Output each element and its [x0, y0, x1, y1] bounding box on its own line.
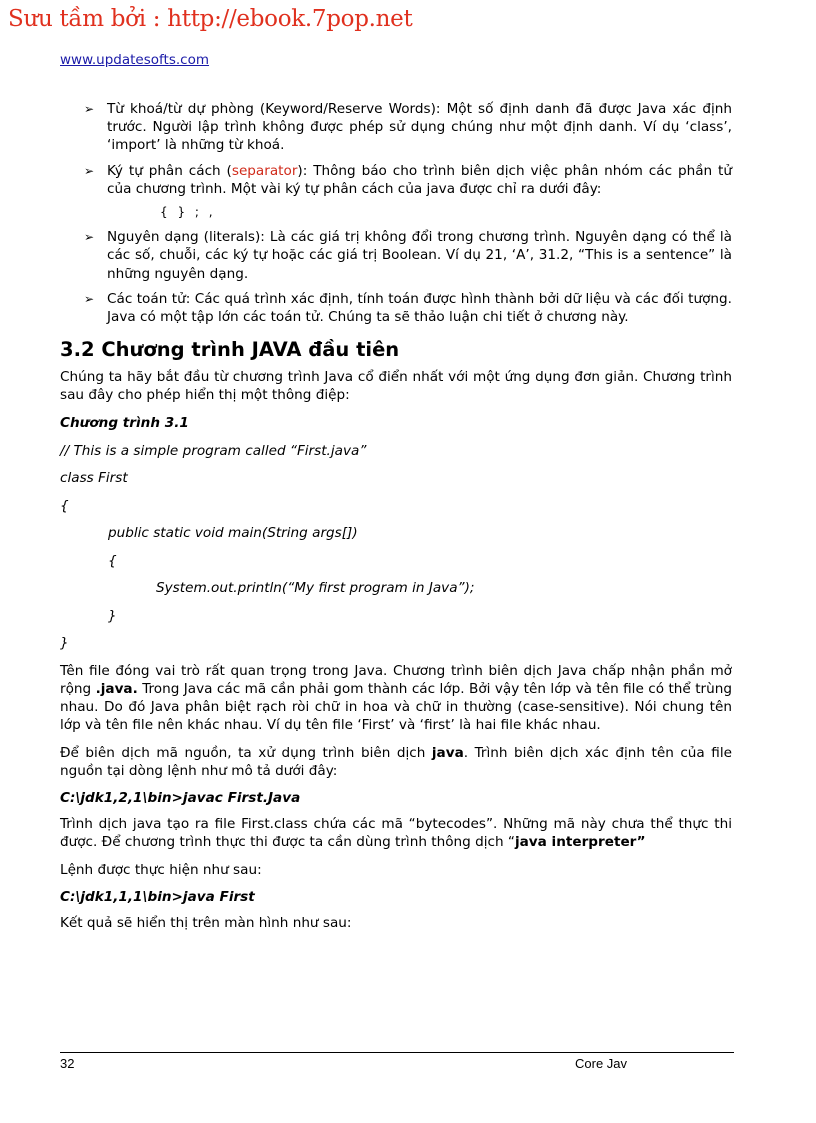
page-content: [60, 100, 732, 941]
code-line: // This is a simple program called “First.java”: [60, 442, 367, 459]
watermark-text: Sưu tầm bởi : http://ebook.7pop.net: [8, 6, 413, 32]
paragraph-run: Lệnh được thực hiện như sau:: [60, 861, 262, 878]
list-item-text: Nguyên dạng (literals): Là các giá trị không đổi trong chương trình. Nguyên dạng có thể là các số, chuỗi, các ký tự hoặc các giá trị Boolean. Ví dụ 21, ‘A’, 31.2, “This is a sentence” là những nguyên dạng.: [107, 229, 732, 282]
code-line: public static void main(String args[]): [108, 525, 358, 542]
paragraph-text: Trong Java các mã cần phải gom thành các lớp. Bởi vậy tên lớp và tên file có thể trùng nhau. Do đó Java phân biệt rạch ròi chữ in hoa và chữ in thường (case-sensitive). Nói chung tên lớp và tên file nên khác nhau. Ví dụ tên file ‘First’ và ‘first’ là hai file khác nhau.: [60, 681, 732, 734]
code-line: System.out.println(“My first program in Java”);: [156, 580, 475, 597]
paragraph-text: . Trình biên dịch xác định tên của file nguồn tại dòng lệnh như mô tả dưới đây:: [60, 744, 732, 779]
paragraph-text: Tên file đóng vai trò rất quan trọng trong Java. Chương trình biên dịch Java chấp nhận phần mở rộng: [60, 662, 732, 698]
code-line: class First: [60, 470, 128, 487]
code-block: [60, 442, 732, 662]
list-item-operators: [60, 290, 732, 326]
footer-book-title: Core Jav: [575, 1056, 628, 1071]
section-heading: 3.2 Chương trình JAVA đầu tiên: [60, 338, 400, 362]
code-line: }: [60, 635, 69, 652]
command-compile: C:\jdk1,2,1\bin>javac First.Java: [60, 790, 301, 807]
paragraph-result: Kết quả sẽ hiển thị trên màn hình như sau:: [60, 915, 352, 932]
page-number: 32: [60, 1056, 75, 1071]
bold-term: java: [431, 744, 464, 761]
term-list: [60, 100, 732, 198]
list-item-text: Từ khoá/từ dự phòng (Keyword/Reserve Words): Một số định danh đã được Java xác định trước. Người lập trình không được phép sử dụng chúng như một định danh. Ví dụ ‘class’, ‘import’ là những từ khoá.: [107, 101, 732, 154]
bold-term: java interpreter”: [514, 834, 646, 851]
paragraph-text: Trình dịch java tạo ra file First.class chứa các mã “bytecodes”. Những mã này chưa thể thực thi được. Để chương trình thực thi được ta cần dùng trình thông dịch “: [60, 816, 732, 851]
arrow-bullet-icon: ➢: [84, 102, 95, 116]
list-item-text: Các toán tử: Các quá trình xác định, tính toán được hình thành bởi dữ liệu và các đối tượng. Java có một tập lớn các toán tử. Chúng ta sẽ thảo luận chi tiết ở chương này.: [107, 290, 732, 326]
code-line: {: [108, 552, 117, 569]
section-intro: Chúng ta hãy bắt đầu từ chương trình Java cổ điển nhất với một ứng dụng đơn giản. Chương trình sau đây cho phép hiển thị một thông điệp:: [60, 369, 732, 404]
code-line: }: [108, 607, 117, 624]
list-item-keywords: [60, 100, 732, 155]
separator-term: separator: [231, 162, 298, 179]
paragraph-text: Để biên dịch mã nguồn, ta xử dụng trình biên dịch: [60, 744, 432, 761]
paragraph-filename: [60, 662, 732, 735]
program-title: Chương trình 3.1: [60, 414, 189, 431]
paragraph-compile: [60, 744, 732, 780]
arrow-bullet-icon: ➢: [84, 291, 95, 306]
site-link[interactable]: www.updatesofts.com: [60, 52, 210, 68]
list-item-separator: [60, 162, 732, 198]
command-run: C:\jdk1,1,1\bin>java First: [60, 888, 255, 905]
list-item-text: Ký tự phân cách (: [107, 162, 232, 179]
list-item-literals: [60, 228, 732, 283]
arrow-bullet-icon: ➢: [84, 230, 95, 245]
term-list: [60, 228, 732, 326]
separator-characters: { } ; ,: [160, 205, 216, 220]
code-line: {: [60, 497, 69, 514]
list-item-text: ): Thông báo cho trình biên dịch việc phân nhóm các phần tử của chương trình. Một vài ký tự phân cách của java được chỉ ra dưới đây:: [107, 162, 732, 197]
paragraph-bytecode: [60, 815, 732, 851]
bold-term: .java.: [95, 681, 138, 698]
arrow-bullet-icon: ➢: [84, 163, 95, 178]
footer-divider: [60, 1052, 734, 1053]
